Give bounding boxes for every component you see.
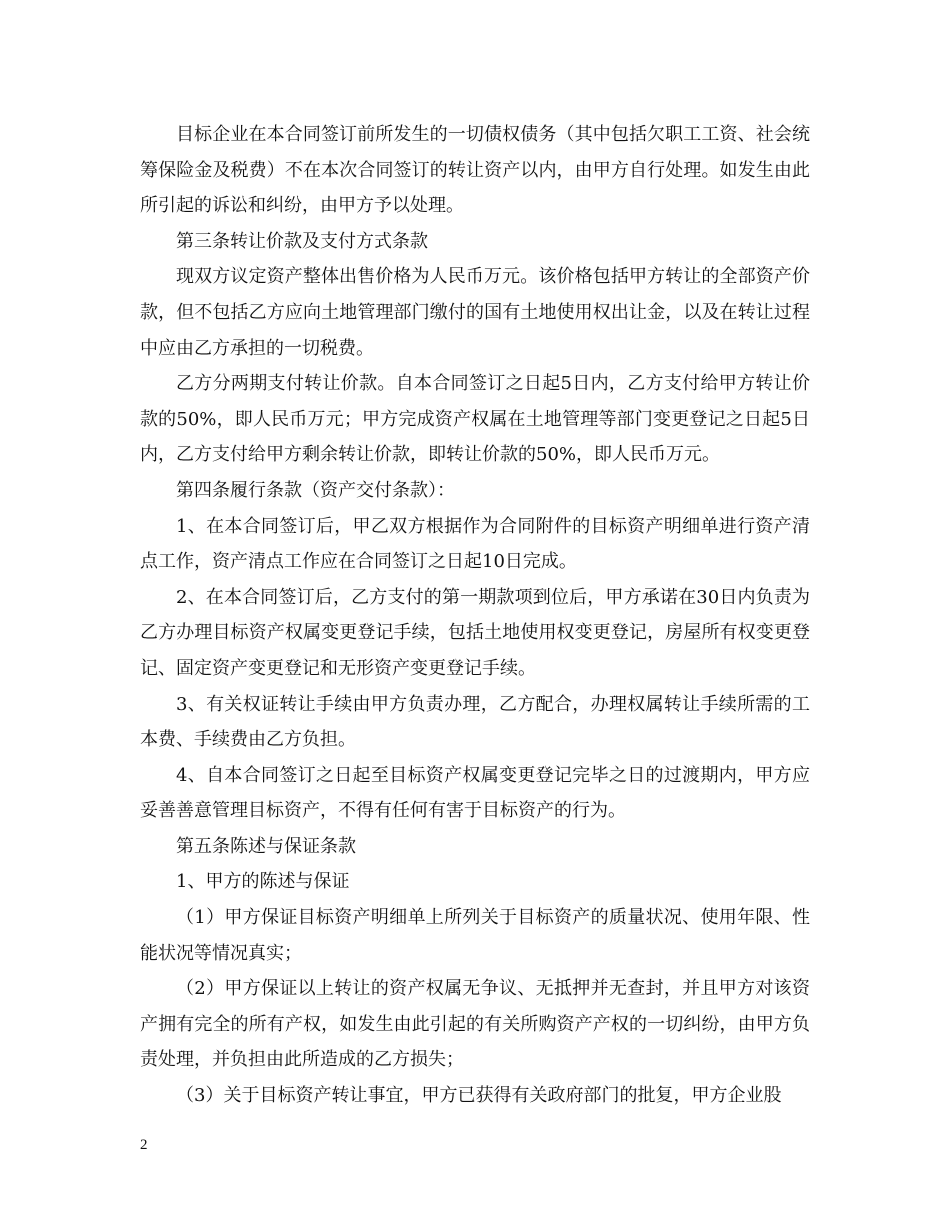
heading-article-five: 第五条陈述与保证条款 [176,835,356,857]
representation-government-approval: （3）关于目标资产转让事宜，甲方已获得有关政府部门的批复，甲方企业股 [176,1085,782,1107]
clause-asset-inventory: 1、在本合同签订后，甲乙双方根据作为合同附件的目标资产明细单进行资产清点工作，资产清点工作应在合同签订之日起10日完成。 [140,515,810,573]
heading-article-four: 第四条履行条款（资产交付条款）： [176,479,455,501]
paragraph-debt-liability: 目标企业在本合同签订前所发生的一切债权债务（其中包括欠职工工资、社会统筹保险金及税费）不在本次合同签订的转让资产以内，由甲方自行处理。如发生由此所引起的诉讼和纠纷，由甲方予以处理。 [140,124,810,217]
clause-transition-management: 4、自本合同签订之日起至目标资产权属变更登记完毕之日的过渡期内，甲方应妥善善意管理目标资产，不得有任何有害于目标资产的行为。 [140,764,810,822]
heading-article-three: 第三条转让价款及支付方式条款 [176,230,428,252]
paragraph-transfer-price: 现双方议定资产整体出售价格为人民币万元。该价格包括甲方转让的全部资产价款，但不包括乙方应向土地管理部门缴付的国有土地使用权出让金，以及在转让过程中应由乙方承担的一切税费。 [140,266,810,359]
representation-asset-condition: （1）甲方保证目标资产明细单上所列关于目标资产的质量状况、使用年限、性能状况等情况真实； [140,907,810,964]
subheading-party-a-representations: 1、甲方的陈述与保证 [176,871,350,893]
paragraph-payment-terms: 乙方分两期支付转让价款。自本合同签订之日起5日内，乙方支付给甲方转让价款的50%，即人民币万元；甲方完成资产权属在土地管理等部门变更登记之日起5日内，乙方支付给甲方剩余转让价款，即转让价款的50%，即人民币万元。 [140,373,810,466]
document-body [140,117,810,1114]
clause-transfer-fees: 3、有关权证转让手续由甲方负责办理，乙方配合，办理权属转让手续所需的工本费、手续费由乙方负担。 [140,693,810,751]
representation-clear-title: （2）甲方保证以上转让的资产权属无争议、无抵押并无查封，并且甲方对该资产拥有完全的所有产权，如发生由此引起的有关所购资产产权的一切纠纷，由甲方负责处理，并负担由此所造成的乙方损失； [140,978,810,1071]
clause-ownership-registration: 2、在本合同签订后，乙方支付的第一期款项到位后，甲方承诺在30日内负责为乙方办理目标资产权属变更登记手续，包括土地使用权变更登记，房屋所有权变更登记、固定资产变更登记和无形资产变更登记手续。 [140,586,810,679]
page-number: 2 [140,1137,148,1153]
